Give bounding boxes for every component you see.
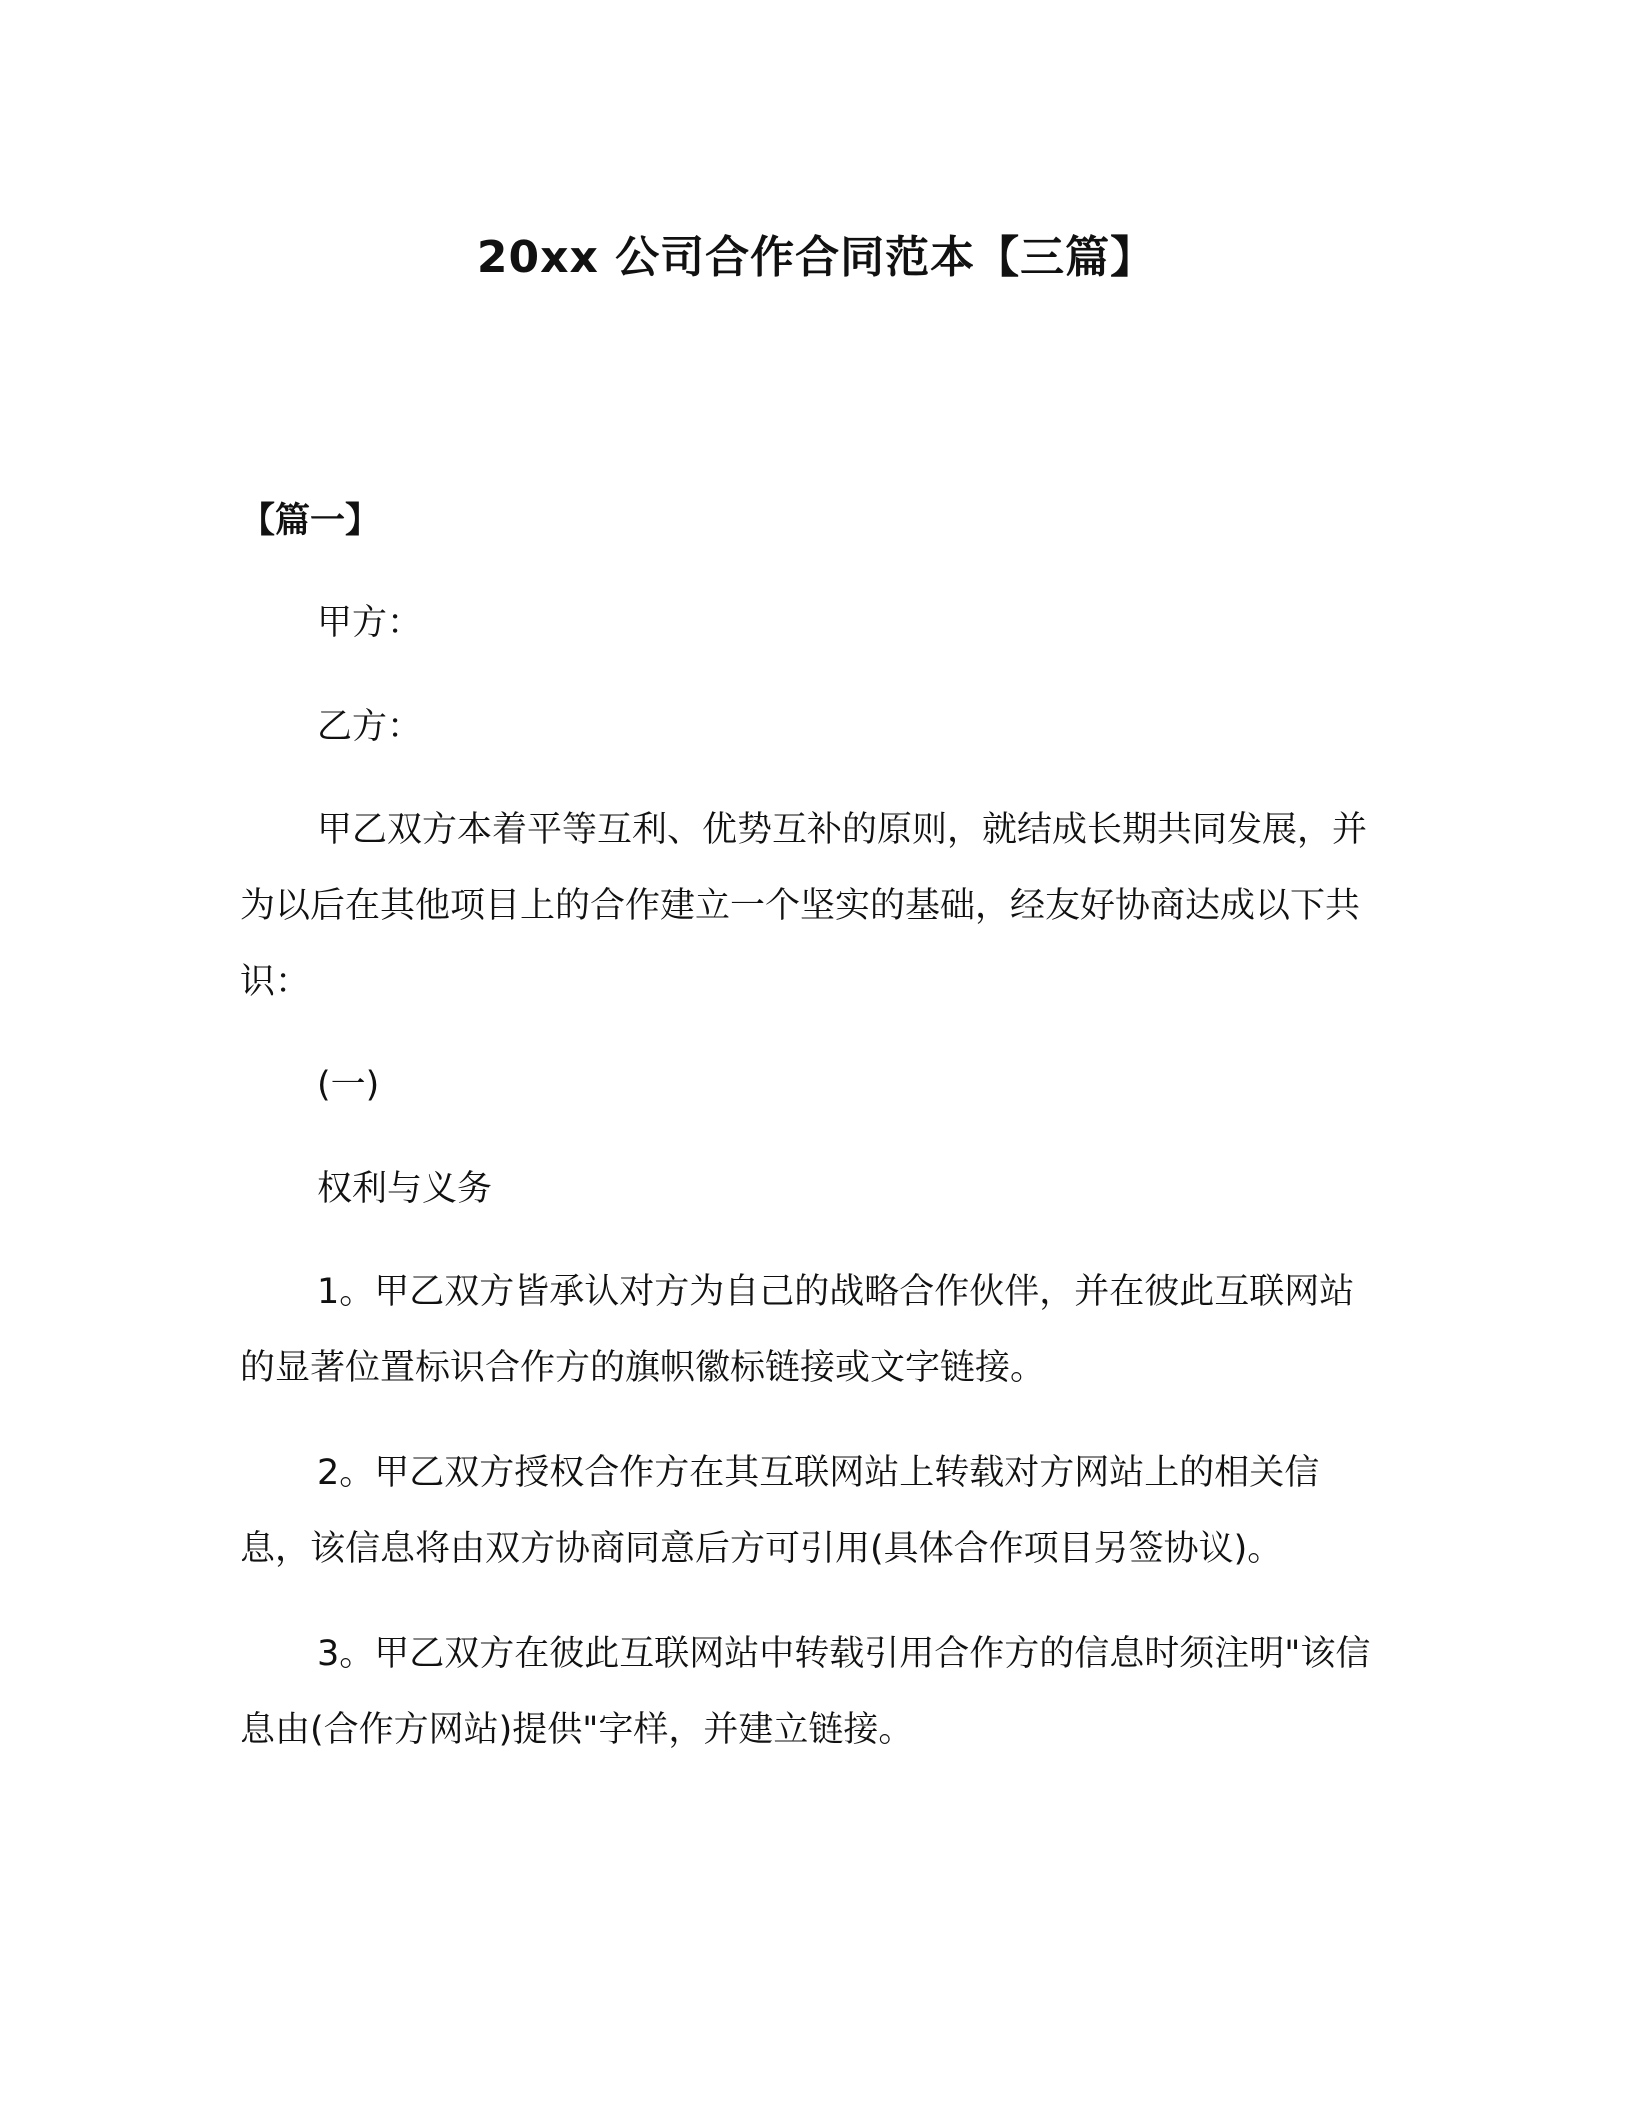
section-heading: 【篇一】	[240, 501, 381, 541]
document-title: 20xx 公司合作合同范本【三篇】	[476, 232, 1156, 283]
clause-2: 2。甲乙双方授权合作方在其互联网站上转载对方网站上的相关信息，该信息将由双方协商同意后方可引用(具体合作项目另签协议)。	[240, 1453, 1320, 1569]
clause-3: 3。甲乙双方在彼此互联网站中转载引用合作方的信息时须注明"该信息由(合作方网站)提供"字样，并建立链接。	[240, 1634, 1371, 1750]
clause-1: 1。甲乙双方皆承认对方为自己的战略合作伙伴，并在彼此互联网站的显著位置标识合作方的旗帜徽标链接或文字链接。	[240, 1272, 1355, 1388]
part-title: 权利与义务	[317, 1169, 493, 1209]
intro-paragraph: 甲乙双方本着平等互利、优势互补的原则，就结成长期共同发展，并为以后在其他项目上的合作建立一个坚实的基础，经友好协商达成以下共识：	[240, 810, 1368, 1002]
party-a-label: 甲方：	[317, 603, 423, 643]
party-b-label: 乙方：	[317, 707, 423, 747]
part-number: (一)	[317, 1065, 380, 1105]
